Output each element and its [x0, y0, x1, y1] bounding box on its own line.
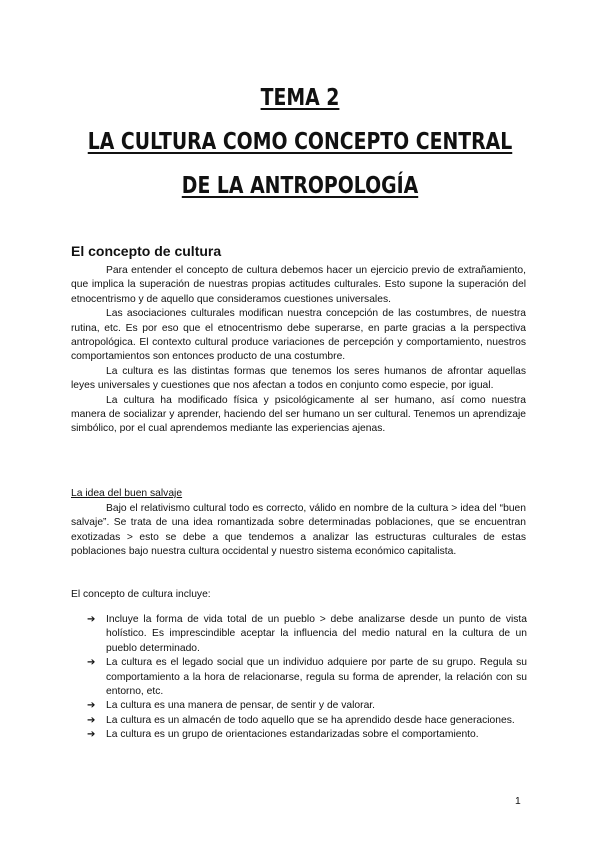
title-line-1: TEMA 2 — [260, 85, 340, 111]
document-title — [0, 76, 600, 208]
list-item-text: La cultura es una manera de pensar, de sentir y de valorar. — [106, 700, 376, 712]
section-heading: El concepto de cultura — [71, 243, 222, 259]
arrow-bullet-icon: ➔ — [87, 714, 96, 726]
arrow-bullet-icon: ➔ — [87, 614, 96, 625]
list-item-text: La cultura es un almacén de todo aquello que se ha aprendido desde hace generaciones. — [106, 714, 515, 726]
paragraph: Las asociaciones culturales modifican nuestra concepción de las costumbres, de nuestra rutina, etc. Es por eso que el etnocentrismo debe superarse, en parte gracias a la perspectiva antropológica. El contexto cultural produce variaciones de percepción y comportamiento, nuestros comportamientos son entonces producto de una costumbre. — [71, 308, 526, 363]
page-number: 1 — [515, 796, 521, 807]
list-item — [87, 656, 527, 699]
salvaje-section — [71, 502, 526, 560]
paragraph: La cultura ha modificado física y psicológicamente al ser humano, así como nuestra manera de socializar y aprender, haciendo del ser humano un ser cultural. Tenemos un aprendizaje simbólico, por el cual aprendemos mediante las experiencias ajenas. — [71, 394, 526, 435]
subheading-buen-salvaje: La idea del buen salvaje — [71, 488, 183, 499]
arrow-bullet-icon: ➔ — [87, 657, 96, 669]
list-item-text: Incluye la forma de vida total de un pueblo > debe analizarse desde un punto de vista holístico. Es imprescindible aceptar la influencia del medio natural en la cultura de un pueblo determinado. — [106, 614, 527, 654]
arrow-bullet-icon: ➔ — [87, 729, 96, 741]
paragraph: Bajo el relativismo cultural todo es correcto, válido en nombre de la cultura > idea del “buen salvaje”. Se trata de una idea romantizada sobre determinadas poblaciones, que se encuentran exotizadas > esto se debe a que tendemos a analizar las estructuras culturales de estas poblaciones bajo nuestra cultura occidental y nuestro sistema económico capitalista. — [71, 503, 526, 558]
bullet-list — [87, 613, 527, 743]
includes-intro: El concepto de cultura incluye: — [71, 589, 211, 600]
list-item — [87, 714, 527, 728]
list-item — [87, 613, 527, 656]
list-item — [87, 699, 527, 713]
paragraph: La cultura es las distintas formas que tenemos los seres humanos de afrontar aquellas leyes universales y cuestiones que nos afectan a todos en conjunto como especie, por igual. — [71, 365, 526, 392]
list-item-text: La cultura es un grupo de orientaciones estandarizadas sobre el comportamiento. — [106, 729, 479, 741]
arrow-bullet-icon: ➔ — [87, 700, 96, 712]
paragraph: Para entender el concepto de cultura debemos hacer un ejercicio previo de extrañamiento, que implica la superación de nuestras propias actitudes culturales. Esto supone la superación del etnocentrismo y de aquello que consideramos cuestiones universales. — [71, 265, 526, 305]
intro-paragraphs — [71, 264, 526, 437]
list-item-text: La cultura es el legado social que un individuo adquiere por parte de su grupo. Regula su comportamiento a la hora de relacionarse, regula su forma de aprender, la relación con su entorno, etc. — [106, 657, 527, 698]
list-item — [87, 728, 527, 742]
title-line-3: DE LA ANTROPOLOGÍA — [181, 173, 419, 199]
title-line-2: LA CULTURA COMO CONCEPTO CENTRAL — [87, 129, 513, 155]
